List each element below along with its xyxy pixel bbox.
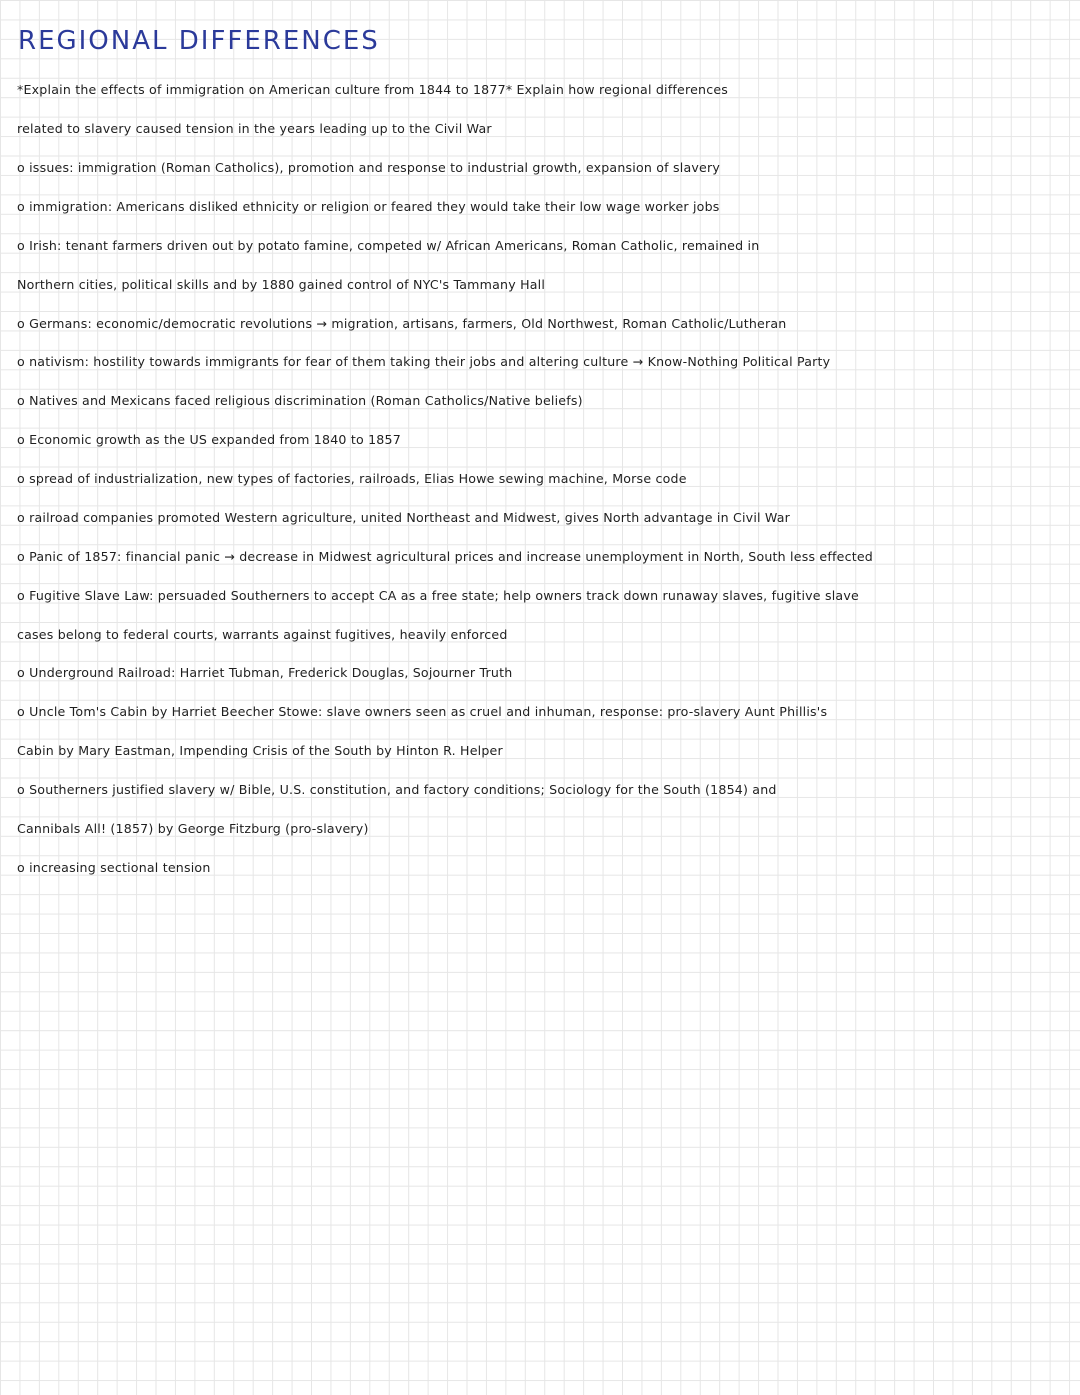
note-line-12: o railroad companies promoted Western agriculture, united Northeast and Midwest, gives North advantage in Civil War (17, 510, 791, 525)
note-line-10: o Economic growth as the US expanded from 1840 to 1857 (17, 432, 401, 447)
note-line-11: o spread of industrialization, new types of factories, railroads, Elias Howe sewing machine, Morse code (17, 471, 687, 486)
note-line-20: Cannibals All! (1857) by George Fitzburg (pro-slavery) (17, 821, 369, 836)
note-line-2: related to slavery caused tension in the years leading up to the Civil War (17, 121, 492, 136)
note-line-17: o Uncle Tom's Cabin by Harriet Beecher Stowe: slave owners seen as cruel and inhuman, response: pro-slavery Aunt Phillis's (17, 704, 828, 719)
note-line-21: o increasing sectional tension (17, 860, 211, 875)
note-line-4: o immigration: Americans disliked ethnicity or religion or feared they would take their low wage worker jobs (17, 199, 720, 214)
note-line-13: o Panic of 1857: financial panic → decrease in Midwest agricultural prices and increase unemployment in North, South less effected (17, 549, 873, 564)
note-line-5: o Irish: tenant farmers driven out by potato famine, competed w/ African Americans, Roman Catholic, remained in (17, 238, 760, 253)
note-line-6: Northern cities, political skills and by 1880 gained control of NYC's Tammany Hall (17, 277, 546, 292)
note-line-7: o Germans: economic/democratic revolutions → migration, artisans, farmers, Old Northwest, Roman Catholic/Lutheran (17, 316, 787, 331)
note-line-18: Cabin by Mary Eastman, Impending Crisis of the South by Hinton R. Helper (17, 743, 503, 758)
note-line-19: o Southerners justified slavery w/ Bible, U.S. constitution, and factory conditions; Sociology for the South (1854) and (17, 782, 777, 797)
note-line-16: o Underground Railroad: Harriet Tubman, Frederick Douglas, Sojourner Truth (17, 665, 513, 680)
note-line-1: *Explain the effects of immigration on American culture from 1844 to 1877* Explain how regional differences (17, 82, 729, 97)
note-line-8: o nativism: hostility towards immigrants for fear of them taking their jobs and altering culture → Know-Nothing Political Party (17, 354, 831, 369)
note-line-14: o Fugitive Slave Law: persuaded Southerners to accept CA as a free state; help owners track down runaway slaves, fugitive slave (17, 588, 859, 603)
note-line-9: o Natives and Mexicans faced religious discrimination (Roman Catholics/Native beliefs) (17, 393, 583, 408)
note-line-3: o issues: immigration (Roman Catholics), promotion and response to industrial growth, expansion of slavery (17, 160, 721, 175)
page-title: REGIONAL DIFFERENCES (18, 26, 380, 56)
note-line-15: cases belong to federal courts, warrants against fugitives, heavily enforced (17, 627, 508, 642)
